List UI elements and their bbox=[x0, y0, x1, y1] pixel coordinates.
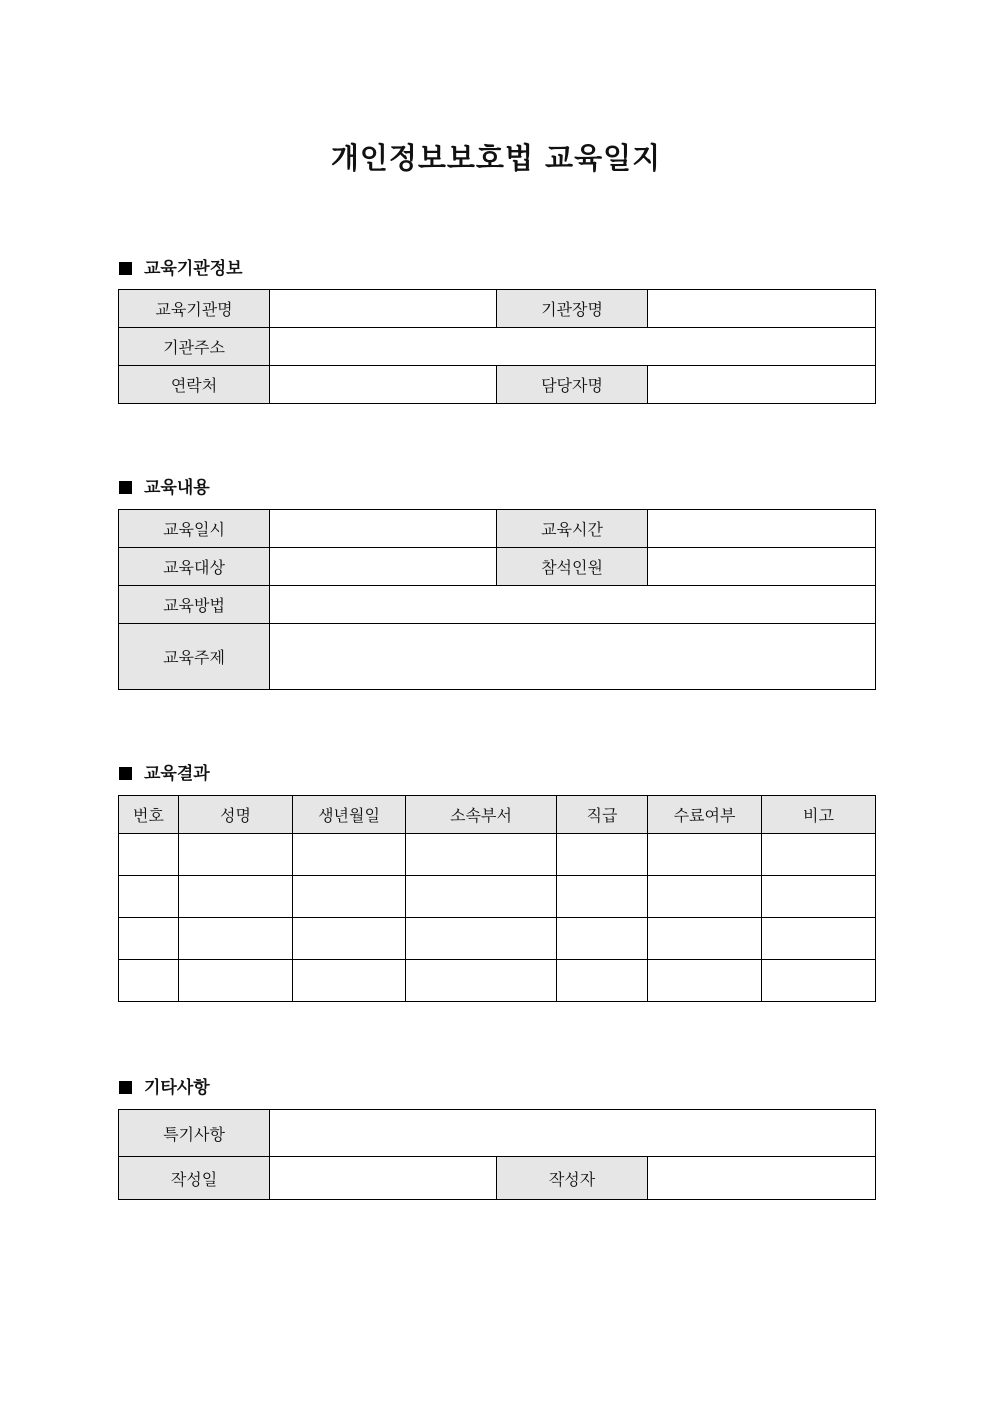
column-header: 수료여부 bbox=[648, 796, 762, 834]
table-cell[interactable] bbox=[557, 834, 648, 876]
table-cell[interactable] bbox=[293, 918, 406, 960]
table-cell[interactable] bbox=[179, 960, 293, 1002]
written-date-field[interactable] bbox=[270, 1157, 497, 1200]
special-notes-field[interactable] bbox=[270, 1110, 876, 1157]
table-cell[interactable] bbox=[557, 876, 648, 918]
section-heading-text: 교육기관정보 bbox=[144, 259, 243, 279]
written-date-label: 작성일 bbox=[119, 1157, 270, 1200]
education-date-field[interactable] bbox=[270, 510, 497, 548]
table-cell[interactable] bbox=[762, 876, 876, 918]
education-method-label: 교육방법 bbox=[119, 586, 270, 624]
institution-name-label: 교육기관명 bbox=[119, 290, 270, 328]
education-content-table bbox=[118, 509, 876, 690]
table-cell[interactable] bbox=[762, 834, 876, 876]
table-cell[interactable] bbox=[406, 834, 557, 876]
education-hours-field[interactable] bbox=[648, 510, 876, 548]
address-label: 기관주소 bbox=[119, 328, 270, 366]
table-cell[interactable] bbox=[406, 876, 557, 918]
section-heading-results bbox=[119, 759, 210, 784]
section-heading-institution bbox=[119, 254, 243, 279]
square-bullet-icon bbox=[119, 1081, 132, 1094]
attendees-field[interactable] bbox=[648, 548, 876, 586]
table-cell[interactable] bbox=[648, 960, 762, 1002]
attendees-label: 참석인원 bbox=[497, 548, 648, 586]
table-cell[interactable] bbox=[179, 834, 293, 876]
address-field[interactable] bbox=[270, 328, 876, 366]
section-heading-text: 교육내용 bbox=[144, 478, 210, 498]
head-name-field[interactable] bbox=[648, 290, 876, 328]
square-bullet-icon bbox=[119, 481, 132, 494]
education-method-field[interactable] bbox=[270, 586, 876, 624]
section-heading-text: 교육결과 bbox=[144, 764, 210, 784]
table-row bbox=[119, 876, 876, 918]
table-cell[interactable] bbox=[648, 918, 762, 960]
table-cell[interactable] bbox=[762, 960, 876, 1002]
table-row bbox=[119, 834, 876, 876]
education-date-label: 교육일시 bbox=[119, 510, 270, 548]
column-header: 소속부서 bbox=[406, 796, 557, 834]
table-cell[interactable] bbox=[293, 834, 406, 876]
education-target-label: 교육대상 bbox=[119, 548, 270, 586]
section-heading-other bbox=[119, 1073, 210, 1098]
table-cell[interactable] bbox=[762, 918, 876, 960]
education-hours-label: 교육시간 bbox=[497, 510, 648, 548]
table-cell[interactable] bbox=[179, 876, 293, 918]
table-row bbox=[119, 918, 876, 960]
education-topic-label: 교육주제 bbox=[119, 624, 270, 690]
table-cell[interactable] bbox=[179, 918, 293, 960]
author-field[interactable] bbox=[648, 1157, 876, 1200]
column-header: 성명 bbox=[179, 796, 293, 834]
table-cell[interactable] bbox=[557, 918, 648, 960]
education-target-field[interactable] bbox=[270, 548, 497, 586]
table-cell[interactable] bbox=[293, 960, 406, 1002]
contact-label: 연락처 bbox=[119, 366, 270, 404]
table-row bbox=[119, 960, 876, 1002]
table-cell[interactable] bbox=[293, 876, 406, 918]
table-cell[interactable] bbox=[406, 918, 557, 960]
table-cell[interactable] bbox=[648, 876, 762, 918]
section-heading-content bbox=[119, 473, 210, 498]
author-label: 작성자 bbox=[497, 1157, 648, 1200]
table-cell[interactable] bbox=[406, 960, 557, 1002]
table-cell[interactable] bbox=[119, 960, 179, 1002]
table-cell[interactable] bbox=[119, 918, 179, 960]
section-heading-text: 기타사항 bbox=[144, 1078, 210, 1098]
column-header: 번호 bbox=[119, 796, 179, 834]
contact-field[interactable] bbox=[270, 366, 497, 404]
square-bullet-icon bbox=[119, 262, 132, 275]
manager-name-field[interactable] bbox=[648, 366, 876, 404]
head-name-label: 기관장명 bbox=[497, 290, 648, 328]
column-header: 생년월일 bbox=[293, 796, 406, 834]
institution-info-table bbox=[118, 289, 876, 404]
page-title: 개인정보보호법 교육일지 bbox=[330, 141, 662, 175]
results-table bbox=[118, 795, 876, 1002]
square-bullet-icon bbox=[119, 767, 132, 780]
institution-name-field[interactable] bbox=[270, 290, 497, 328]
column-header: 비고 bbox=[762, 796, 876, 834]
column-header: 직급 bbox=[557, 796, 648, 834]
other-info-table bbox=[118, 1109, 876, 1200]
table-cell[interactable] bbox=[119, 876, 179, 918]
manager-name-label: 담당자명 bbox=[497, 366, 648, 404]
table-cell[interactable] bbox=[119, 834, 179, 876]
education-topic-field[interactable] bbox=[270, 624, 876, 690]
table-cell[interactable] bbox=[557, 960, 648, 1002]
special-notes-label: 특기사항 bbox=[119, 1110, 270, 1157]
table-cell[interactable] bbox=[648, 834, 762, 876]
